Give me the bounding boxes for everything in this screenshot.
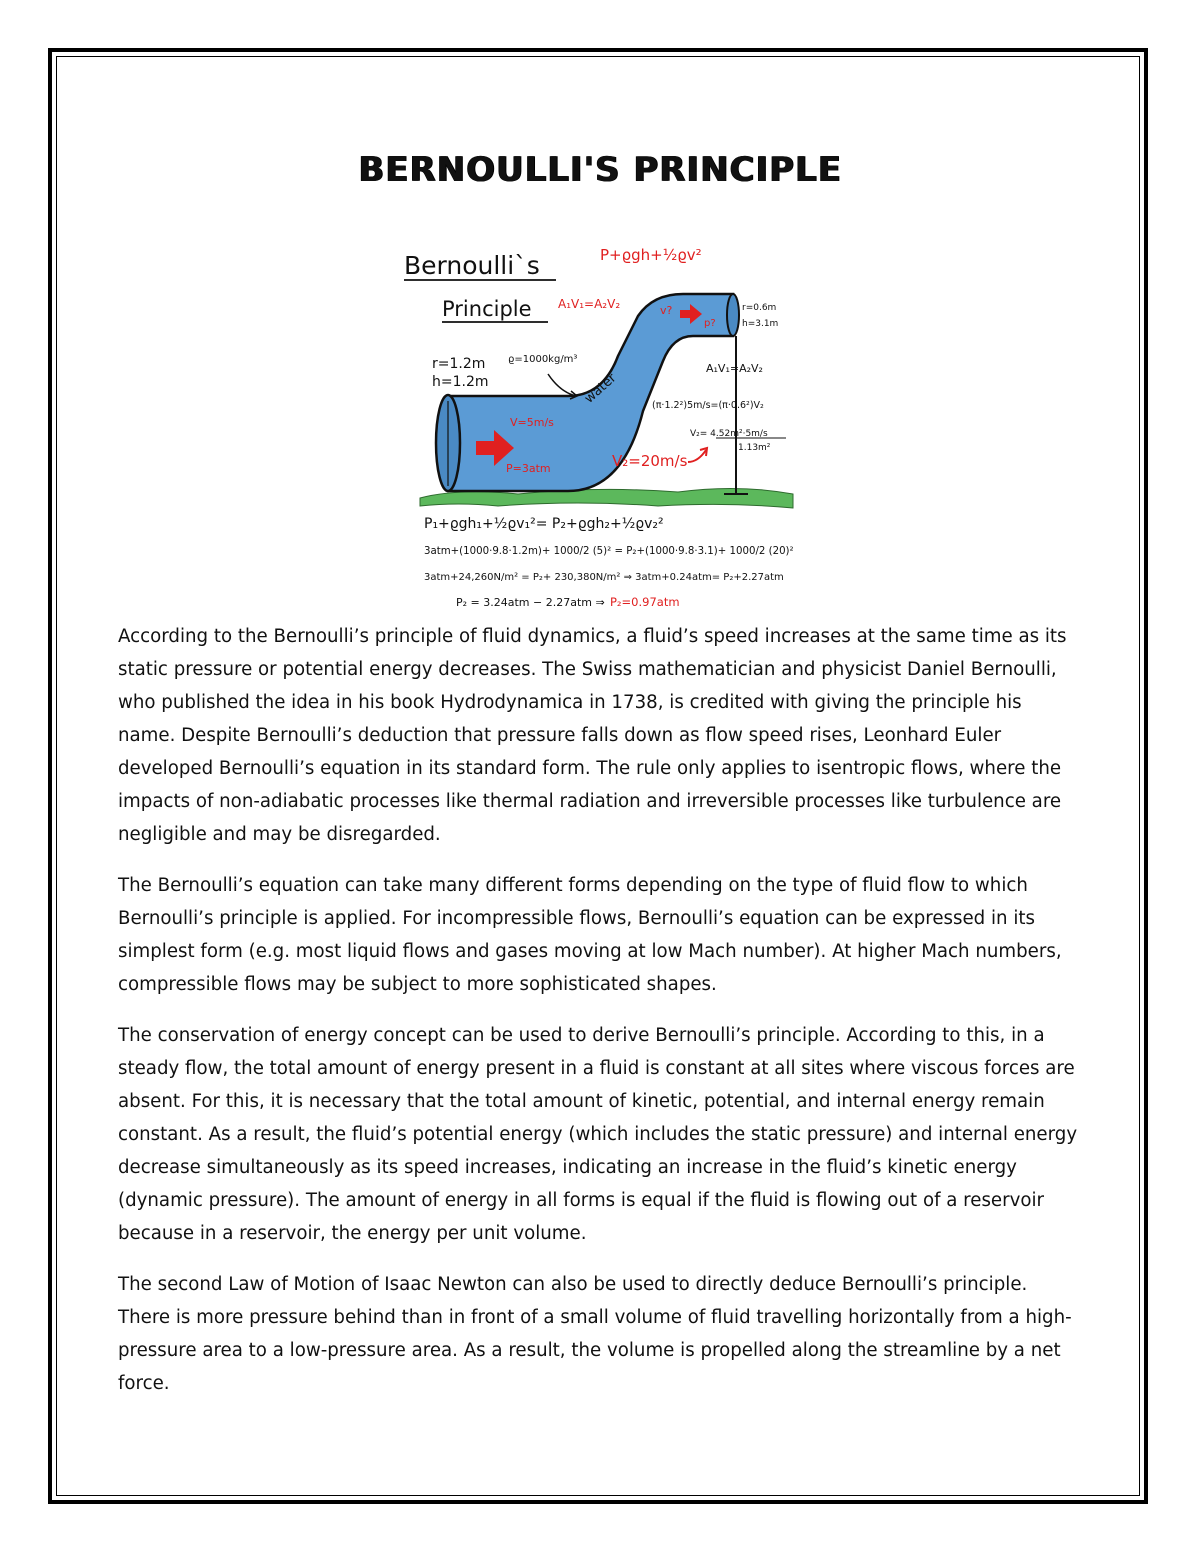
- water-arrow: [548, 374, 576, 396]
- pipe-outlet: [727, 294, 739, 336]
- p-outlet-question: p?: [704, 318, 716, 329]
- equation-line-2: 3atm+(1000·9.8·1.2m)+ 1000/2 (5)² = P₂+(1000·9.8·3.1)+ 1000/2 (20)²: [424, 546, 794, 557]
- top-formula: P+ϱgh+½ϱv²: [600, 246, 702, 264]
- equation-line-1: P₁+ϱgh₁+½ϱv₁²= P₂+ϱgh₂+½ϱv₂²: [424, 516, 664, 532]
- right-radius: r=0.6m: [742, 303, 777, 313]
- area-calc: (π·1.2²)5m/s=(π·0.6²)V₂: [652, 400, 764, 411]
- water-label: water: [581, 370, 620, 407]
- density: ϱ=1000kg/m³: [508, 354, 578, 365]
- paragraph-4: The second Law of Motion of Isaac Newton can also be used to directly deduce Bernoulli’s principle. There is more pressure behind than in front of a small volume of fluid travelling horizontally from a high-pressure area to a low-pressure area. As a result, the volume is propelled along the streamline by a net force.: [118, 1274, 1072, 1394]
- continuity-right: A₁V₁=A₂V₂: [706, 362, 763, 375]
- equation-line-4b: P₂=0.97atm: [610, 595, 680, 609]
- v-outlet-question: v?: [660, 304, 673, 317]
- equation-line-4a: P₂ = 3.24atm − 2.27atm ⇒: [456, 596, 605, 609]
- body-text: [118, 620, 1084, 1418]
- v-inlet: V=5m/s: [510, 416, 554, 429]
- paragraph-3: The conservation of energy concept can be used to derive Bernoulli’s principle. According to this, in a steady flow, the total amount of energy present in a fluid is constant at all sites where viscous forces are absent. For this, it is necessary that the total amount of kinetic, potential, and internal energy remain constant. As a result, the fluid’s potential energy (which includes the static pressure) and internal energy decrease simultaneously as its speed increases, indicating an increase in the fluid’s kinetic energy (dynamic pressure). The amount of energy in all forms is equal if the fluid is flowing out of a reservoir because in a reservoir, the energy per unit volume.: [118, 1025, 1078, 1244]
- left-radius: r=1.2m: [432, 356, 486, 372]
- figure-heading-1: Bernoulli`s: [404, 251, 540, 280]
- v2-result: V₂=20m/s: [612, 452, 688, 470]
- page-title: BERNOULLI'S PRINCIPLE: [358, 150, 842, 190]
- left-height: h=1.2m: [432, 374, 489, 390]
- continuity-top: A₁V₁=A₂V₂: [558, 297, 621, 311]
- bernoulli-diagram: [398, 236, 798, 614]
- v2-calc-den: 1.13m²: [738, 443, 771, 453]
- paragraph-1: According to the Bernoulli’s principle of fluid dynamics, a fluid’s speed increases at the same time as its static pressure or potential energy decreases. The Swiss mathematician and physicist Daniel Bernoulli, who published the idea in his book Hydrodynamica in 1738, is credited with giving the principle his name. Despite Bernoulli’s deduction that pressure falls down as flow speed rises, Leonhard Euler developed Bernoulli’s equation in its standard form. The rule only applies to isentropic flows, where the impacts of non-adiabatic processes like thermal radiation and irreversible processes like turbulence are negligible and may be disregarded.: [118, 626, 1067, 845]
- figure-heading-2: Principle: [442, 297, 532, 321]
- paragraph-2: The Bernoulli’s equation can take many different forms depending on the type of fluid flow to which Bernoulli’s principle is applied. For incompressible flows, Bernoulli’s equation can be expressed in its simplest form (e.g. most liquid flows and gases moving at low Mach number). At higher Mach numbers, compressible flows may be subject to more sophisticated shapes.: [118, 875, 1062, 995]
- right-height: h=3.1m: [742, 319, 779, 329]
- v2-calc-num: V₂= 4.52m²·5m/s: [690, 429, 768, 439]
- p-inlet: P=3atm: [506, 462, 551, 475]
- equation-line-3: 3atm+24,260N/m² = P₂+ 230,380N/m² ⇒ 3atm+0.24atm= P₂+2.27atm: [424, 572, 784, 583]
